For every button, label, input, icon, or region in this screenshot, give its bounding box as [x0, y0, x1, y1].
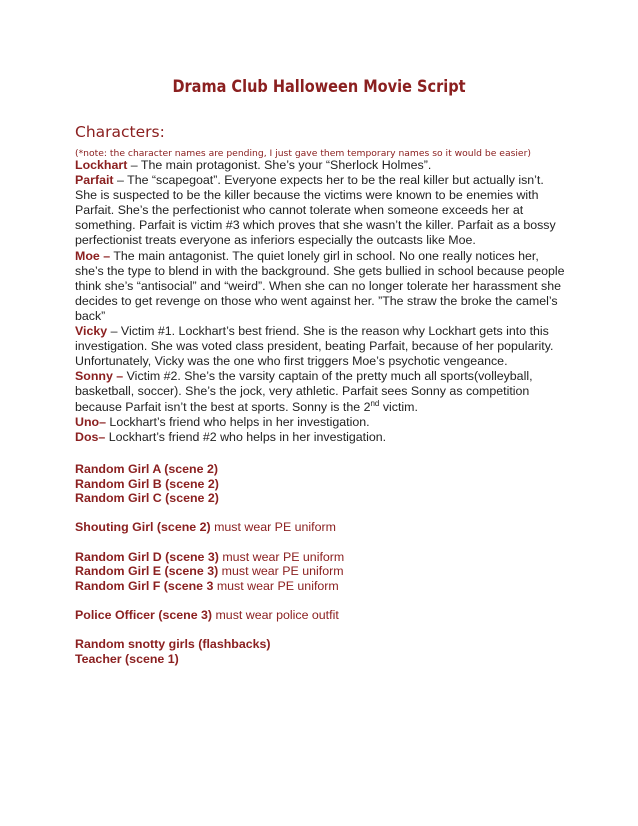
costume-requirement: must wear PE uniform: [218, 564, 344, 579]
ordinal-suffix: nd: [370, 398, 380, 408]
names-pending-note: (*note: the character names are pending, I just gave them temporary names so it would be easier): [75, 148, 531, 159]
cast-line: [75, 520, 565, 535]
cast-role: Police Officer (scene 3): [75, 607, 213, 622]
cast-group: [75, 462, 565, 506]
character-list: [75, 158, 565, 445]
cast-line: [75, 491, 565, 506]
cast-line: [75, 652, 565, 667]
character-entry: [75, 430, 565, 445]
cast-role: Random Girl C (scene 2): [75, 491, 219, 506]
cast-group: [75, 550, 565, 594]
cast-line: [75, 462, 565, 477]
character-description: Lockhart’s friend #2 who helps in her investigation.: [105, 429, 387, 444]
costume-requirement: must wear PE uniform: [218, 549, 345, 564]
character-name: Dos–: [75, 429, 106, 444]
character-description: Victim #2. She’s the varsity captain of the pretty much all sports(volleyball, basketball, soccer). She’s the jock, very athletic. Parfait sees Sonny as competition because Parfait isn’t the best at sports. Sonny is the 2: [75, 369, 533, 414]
character-description: – Victim #1. Lockhart’s best friend. She is the reason why Lockhart gets into this investigation. She was voted class president, beating Parfait, because of her popularity. Unfortunately, Vicky was the one who first triggers Moe’s psychotic vengeance.: [75, 324, 554, 369]
character-name: Parfait: [75, 173, 114, 188]
cast-role: Random Girl A (scene 2): [75, 462, 218, 476]
character-name: Moe –: [75, 248, 111, 263]
character-description: – The “scapegoat”. Everyone expects her to be the real killer but actually isn’t. She is suspected to be the killer because the victims were known to be enemies with Parfait. She’s the perfectionist who cannot tolerate when someone exceeds her at something. Parfait is victim #3 which proves that she wasn’t the killer. Parfait as a bossy perfectionist treats everyone as inferiors especially the outcasts like Moe.: [75, 173, 556, 248]
document-title: Drama Club Halloween Movie Script: [172, 77, 466, 96]
character-name: Lockhart: [75, 158, 128, 172]
cast-list: [75, 462, 565, 681]
character-entry: [75, 324, 565, 369]
character-description: The main antagonist. The quiet lonely girl in school. No one really notices her, she’s the type to blend in with the background. She gets bullied in school because people think she’s “antisocial” and “weird”. When she can no longer tolerate her harassment she decides to get revenge on those who went against her. ”The straw the broke the camel’s back”: [75, 248, 565, 323]
character-entry: [75, 369, 565, 414]
cast-line: [75, 477, 565, 492]
character-description: Lockhart’s friend who helps in her investigation.: [105, 414, 370, 429]
cast-group: [75, 520, 565, 535]
costume-requirement: must wear PE uniform: [213, 578, 339, 593]
character-description-end: victim.: [379, 399, 418, 414]
cast-role: Random Girl F (scene 3: [75, 578, 214, 593]
cast-role: Random Girl E (scene 3): [75, 564, 219, 579]
costume-requirement: must wear police outfit: [212, 607, 339, 622]
costume-requirement: must wear PE uniform: [210, 520, 336, 535]
cast-line: [75, 550, 565, 565]
cast-line: [75, 637, 565, 652]
cast-line: [75, 579, 565, 594]
character-name: Sonny –: [75, 369, 124, 384]
character-entry: [75, 415, 565, 430]
character-description: – The main protagonist. She’s your “Sherlock Holmes”.: [127, 158, 432, 172]
character-entry: [75, 158, 565, 173]
cast-line: [75, 608, 565, 623]
cast-role: Random Girl B (scene 2): [75, 476, 219, 491]
cast-role: Shouting Girl (scene 2): [75, 520, 211, 535]
character-entry: [75, 249, 565, 324]
cast-role: Teacher (scene 1): [75, 651, 179, 666]
cast-group: [75, 608, 565, 623]
cast-group: [75, 637, 565, 666]
characters-heading: Characters:: [75, 123, 165, 141]
character-name: Uno–: [75, 414, 106, 429]
cast-line: [75, 564, 565, 579]
character-name: Vicky: [75, 324, 108, 339]
character-entry: [75, 173, 565, 248]
cast-role: Random snotty girls (flashbacks): [75, 637, 271, 652]
cast-role: Random Girl D (scene 3): [75, 549, 219, 564]
